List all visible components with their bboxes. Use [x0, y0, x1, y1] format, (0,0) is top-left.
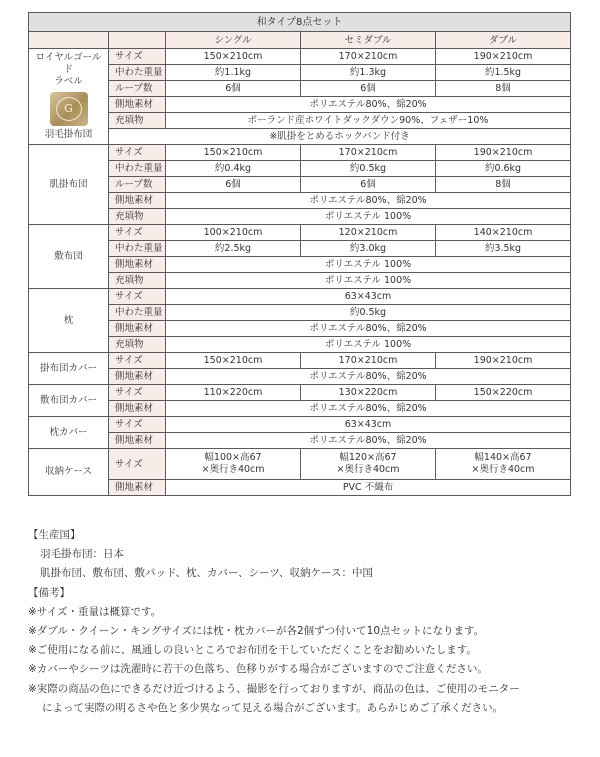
attribute-label: サイズ — [109, 353, 166, 369]
table-row — [29, 480, 571, 496]
value-cell: 約0.6kg — [436, 161, 571, 177]
value-line: ×奥行き40cm — [201, 464, 265, 475]
value-cell: 63×43cm — [166, 417, 571, 433]
value-line: ×奥行き40cm — [471, 464, 535, 475]
value-cell: 190×210cm — [436, 49, 571, 65]
note-cell: ※肌掛をとめるホックバンド付き — [109, 129, 571, 145]
attribute-label: 側地素材 — [109, 321, 166, 337]
value-cell: ポリエステル80%、綿20% — [166, 369, 571, 385]
origin-line: 羽毛掛布団：日本 — [40, 548, 124, 561]
value-cell: 6個 — [301, 81, 436, 97]
value-cell: 170×210cm — [301, 49, 436, 65]
table-row — [29, 193, 571, 209]
value-cell: 約0.4kg — [166, 161, 301, 177]
value-cell: 150×210cm — [166, 49, 301, 65]
value-cell: 170×210cm — [301, 145, 436, 161]
table-title: 和タイプ8点セット — [29, 13, 571, 32]
value-cell — [301, 449, 436, 480]
table-row — [29, 353, 571, 369]
group-label-storage: 収納ケース — [29, 449, 109, 496]
value-cell: ポリエステル 100% — [166, 337, 571, 353]
table-row — [29, 161, 571, 177]
value-line: 幅120×高67 — [339, 452, 397, 463]
value-cell: ポリエステル 100% — [166, 257, 571, 273]
table-row — [29, 433, 571, 449]
group-label-royal — [29, 49, 109, 145]
table-row — [29, 241, 571, 257]
value-cell: 190×210cm — [436, 353, 571, 369]
value-cell: 150×220cm — [436, 385, 571, 401]
header-blank — [29, 32, 109, 49]
attribute-label: サイズ — [109, 449, 166, 480]
notes-section — [28, 526, 588, 718]
attribute-label: 側地素材 — [109, 257, 166, 273]
value-cell: 約0.5kg — [301, 161, 436, 177]
table-row — [29, 65, 571, 81]
attribute-label: サイズ — [109, 145, 166, 161]
attribute-label: 側地素材 — [109, 97, 166, 113]
attribute-label: 中わた重量 — [109, 305, 166, 321]
group-label-line: ロイヤルゴールド — [35, 52, 102, 75]
table-row — [29, 305, 571, 321]
header-single: シングル — [166, 32, 301, 49]
value-cell: PVC 不織布 — [166, 480, 571, 496]
value-cell: 8個 — [436, 177, 571, 193]
table-row — [29, 273, 571, 289]
group-label-line: ラベル — [54, 76, 83, 87]
remarks-heading: 【備考】 — [28, 586, 70, 599]
table-row — [29, 289, 571, 305]
value-cell: 8個 — [436, 81, 571, 97]
table-row — [29, 417, 571, 433]
attribute-label: 側地素材 — [109, 480, 166, 496]
header-blank — [109, 32, 166, 49]
value-cell: 約0.5kg — [166, 305, 571, 321]
remark-line: ※サイズ・重量は概算です。 — [28, 605, 162, 618]
value-line: 幅140×高67 — [474, 452, 532, 463]
attribute-label: 充填物 — [109, 273, 166, 289]
header-row — [29, 32, 571, 49]
group-label-kakecover: 掛布団カバー — [29, 353, 109, 385]
attribute-label: 中わた重量 — [109, 241, 166, 257]
spec-table — [28, 12, 571, 496]
value-cell: 100×210cm — [166, 225, 301, 241]
value-cell: 140×210cm — [436, 225, 571, 241]
value-cell: 約1.1kg — [166, 65, 301, 81]
value-cell: 150×210cm — [166, 145, 301, 161]
attribute-label: 側地素材 — [109, 401, 166, 417]
group-label-makura: 枕 — [29, 289, 109, 353]
table-row — [29, 385, 571, 401]
remark-line: ※カバーやシーツは洗濯時に若干の色落ち、色移りがする場合がございますのでご注意ください。 — [28, 663, 488, 676]
attribute-label: サイズ — [109, 289, 166, 305]
remark-line: ※ご使用になる前に、風通しの良いところでお布団を干していただくことをお勧めいたします。 — [28, 644, 477, 657]
attribute-label: サイズ — [109, 385, 166, 401]
value-cell: 約1.3kg — [301, 65, 436, 81]
table-row — [29, 129, 571, 145]
value-cell: ポーランド産ホワイトダックダウン90%、フェザー10% — [166, 113, 571, 129]
value-cell: ポリエステル80%、綿20% — [166, 97, 571, 113]
value-cell: 約1.5kg — [436, 65, 571, 81]
origin-heading: 【生産国】 — [28, 529, 81, 541]
group-label-hadagake: 肌掛布団 — [29, 145, 109, 225]
table-row — [29, 97, 571, 113]
value-cell: 190×210cm — [436, 145, 571, 161]
value-line: 幅100×高67 — [204, 452, 262, 463]
table-row — [29, 49, 571, 65]
table-row — [29, 209, 571, 225]
attribute-label: 充填物 — [109, 337, 166, 353]
attribute-label: 側地素材 — [109, 433, 166, 449]
remark-line: ※ダブル・クイーン・キングサイズには枕・枕カバーが各2個ずつ付いて10点セットになります。 — [28, 625, 485, 638]
value-cell: 130×220cm — [301, 385, 436, 401]
table-row — [29, 225, 571, 241]
attribute-label: 充填物 — [109, 113, 166, 129]
table-row — [29, 145, 571, 161]
table-row — [29, 177, 571, 193]
header-double: ダブル — [436, 32, 571, 49]
attribute-label: 中わた重量 — [109, 65, 166, 81]
value-cell: 120×210cm — [301, 225, 436, 241]
table-row — [29, 81, 571, 97]
attribute-label: ループ数 — [109, 81, 166, 97]
group-label-shiki: 敷布団 — [29, 225, 109, 289]
table-row — [29, 449, 571, 480]
value-cell: 63×43cm — [166, 289, 571, 305]
remark-line: によって実際の明るさや色と多少異なって見える場合がございます。あらかじめご了承ください。 — [42, 701, 504, 714]
attribute-label: 側地素材 — [109, 193, 166, 209]
value-cell — [166, 449, 301, 480]
value-cell: 6個 — [166, 177, 301, 193]
attribute-label: サイズ — [109, 225, 166, 241]
attribute-label: ループ数 — [109, 177, 166, 193]
attribute-label: 充填物 — [109, 209, 166, 225]
value-cell: 150×210cm — [166, 353, 301, 369]
header-semi-double: セミダブル — [301, 32, 436, 49]
table-row — [29, 369, 571, 385]
group-label-makuracover: 枕カバー — [29, 417, 109, 449]
table-row — [29, 257, 571, 273]
value-cell: ポリエステル80%、綿20% — [166, 321, 571, 337]
group-label-line: 羽毛掛布団 — [44, 129, 93, 140]
value-cell: 6個 — [301, 177, 436, 193]
table-row — [29, 337, 571, 353]
value-cell: 約2.5kg — [166, 241, 301, 257]
attribute-label: サイズ — [109, 49, 166, 65]
table-row — [29, 401, 571, 417]
table-row — [29, 113, 571, 129]
group-label-shikicover: 敷布団カバー — [29, 385, 109, 417]
attribute-label: サイズ — [109, 417, 166, 433]
table-row — [29, 321, 571, 337]
value-cell: 110×220cm — [166, 385, 301, 401]
value-cell — [436, 449, 571, 480]
attribute-label: 中わた重量 — [109, 161, 166, 177]
value-cell: 約3.5kg — [436, 241, 571, 257]
royal-gold-label-icon — [50, 92, 88, 126]
value-cell: ポリエステル 100% — [166, 209, 571, 225]
logo-letter: G — [56, 97, 82, 121]
value-cell: ポリエステル80%、綿20% — [166, 193, 571, 209]
value-cell: ポリエステル 100% — [166, 273, 571, 289]
origin-line: 肌掛布団、敷布団、敷パッド、枕、カバー、シーツ、収納ケース：中国 — [40, 567, 373, 580]
remark-line: ※実際の商品の色にできるだけ近づけるよう、撮影を行っておりますが、商品の色は、ご使用のモニター — [28, 682, 520, 695]
value-cell: ポリエステル80%、綿20% — [166, 401, 571, 417]
value-cell: 6個 — [166, 81, 301, 97]
value-cell: 170×210cm — [301, 353, 436, 369]
value-cell: ポリエステル80%、綿20% — [166, 433, 571, 449]
value-line: ×奥行き40cm — [336, 464, 400, 475]
attribute-label: 側地素材 — [109, 369, 166, 385]
value-cell: 約3.0kg — [301, 241, 436, 257]
